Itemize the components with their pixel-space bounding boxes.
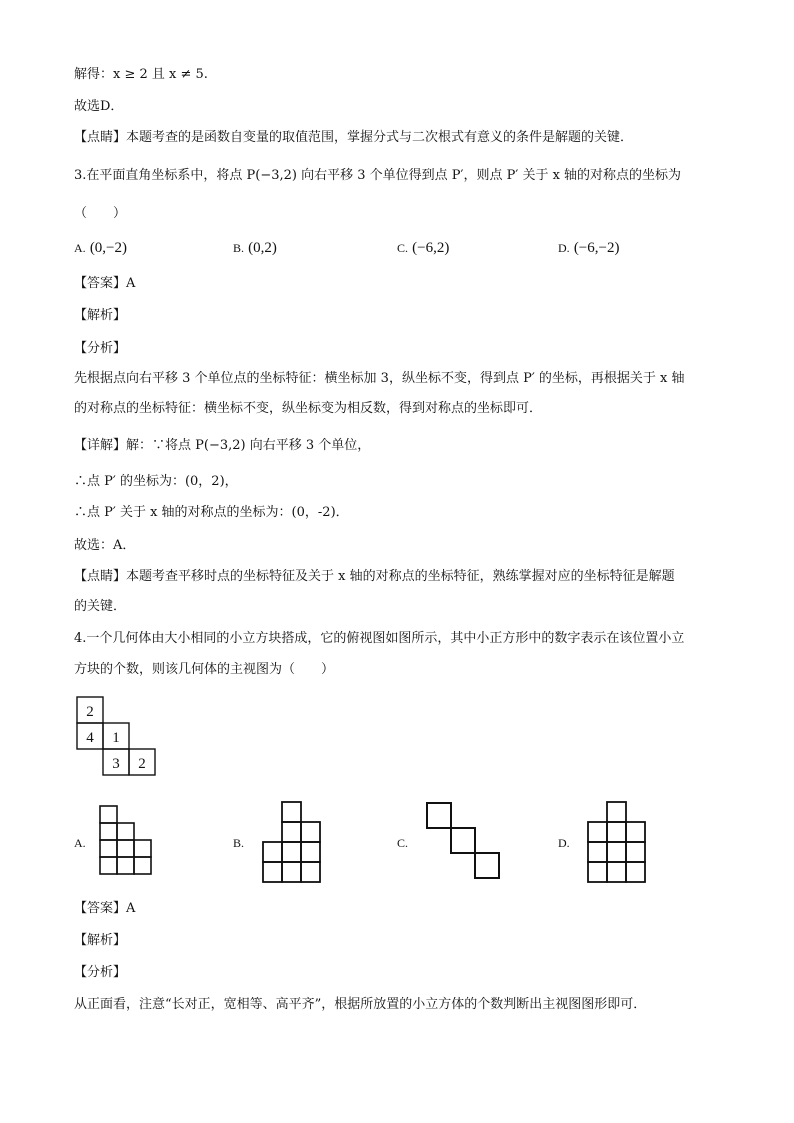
cell-number: 2 (86, 704, 94, 720)
comment-line: 的关键． (74, 599, 127, 614)
q4-option-b-label: B. (233, 836, 245, 850)
question-4-stem: 方块的个数，则该几何体的主视图为（ ） (74, 662, 335, 677)
q4-option-c-figure (425, 801, 503, 881)
q4-option-d-figure (586, 800, 648, 884)
option-value: (0,2) (248, 240, 277, 256)
cell-number: 4 (86, 730, 94, 746)
option-label: B. (233, 241, 245, 255)
option-label: C. (397, 241, 409, 255)
answer-line: 【答案】A (74, 276, 136, 291)
answer-line: 【答案】A (74, 901, 136, 916)
analysis-subheading: 【分析】 (74, 341, 127, 356)
option-value: (−6,2) (412, 240, 450, 256)
option-value: (−6,−2) (573, 240, 620, 256)
q3-option-c (397, 239, 449, 258)
analysis-heading: 【解析】 (74, 933, 127, 948)
detail-line: 【详解】解：∵将点 P(−3,2) 向右平移 3 个单位， (74, 438, 371, 453)
question-4-stem: 4.一个几何体由大小相同的小立方块搭成，它的俯视图如图所示，其中小正方形中的数字表示在该位置小立 (74, 631, 685, 646)
cell-number: 1 (112, 730, 120, 746)
q4-option-a-figure (98, 804, 154, 878)
q4-option-a-label: A. (74, 836, 86, 850)
solution-line: 解得：x ≥ 2 且 x ≠ 5. (74, 67, 208, 82)
analysis-text: 的对称点的坐标特征：横坐标不变，纵坐标变为相反数，得到对称点的坐标即可． (74, 401, 543, 416)
option-label: A. (74, 241, 86, 255)
cell-number: 2 (138, 756, 146, 772)
choice-line: 故选D． (74, 99, 124, 114)
q4-option-d-label: D. (558, 836, 570, 850)
q3-option-a (74, 239, 127, 258)
q4-option-c-label: C. (397, 836, 409, 850)
comment-line: 【点睛】本题考查平移时点的坐标特征及关于 x 轴的对称点的坐标特征，熟练掌握对应的坐标特征是解题 (74, 569, 675, 584)
option-label: D. (558, 241, 570, 255)
analysis-text: 先根据点向右平移 3 个单位点的坐标特征：横坐标加 3，纵坐标不变，得到点 P′ 的坐标，再根据关于 x 轴 (74, 371, 685, 386)
option-value: (0,−2) (89, 240, 128, 256)
top-view-diagram (76, 696, 160, 778)
choice-line: 故选：A． (74, 538, 136, 553)
analysis-text: 从正面看，注意“长对正，宽相等、高平齐”，根据所放置的小立方体的个数判断出主视图图形即可． (74, 997, 647, 1012)
comment-line: 【点睛】本题考查的是函数自变量的取值范围，掌握分式与二次根式有意义的条件是解题的关键． (74, 130, 634, 145)
cell-number: 3 (112, 756, 120, 772)
analysis-heading: 【解析】 (74, 308, 127, 323)
question-3-bracket: （ ） (74, 206, 127, 221)
analysis-subheading: 【分析】 (74, 965, 127, 980)
q3-option-d (558, 239, 619, 258)
q4-option-b-figure (261, 800, 323, 884)
detail-line: ∴点 P′ 的坐标为：(0，2)， (74, 474, 238, 489)
question-3-stem: 3.在平面直角坐标系中，将点 P(−3,2) 向右平移 3 个单位得到点 P′，则点 P′ 关于 x 轴的对称点的坐标为 (74, 168, 682, 183)
detail-line: ∴点 P′ 关于 x 轴的对称点的坐标为：(0，-2)． (74, 505, 349, 520)
q3-option-b (233, 239, 277, 258)
